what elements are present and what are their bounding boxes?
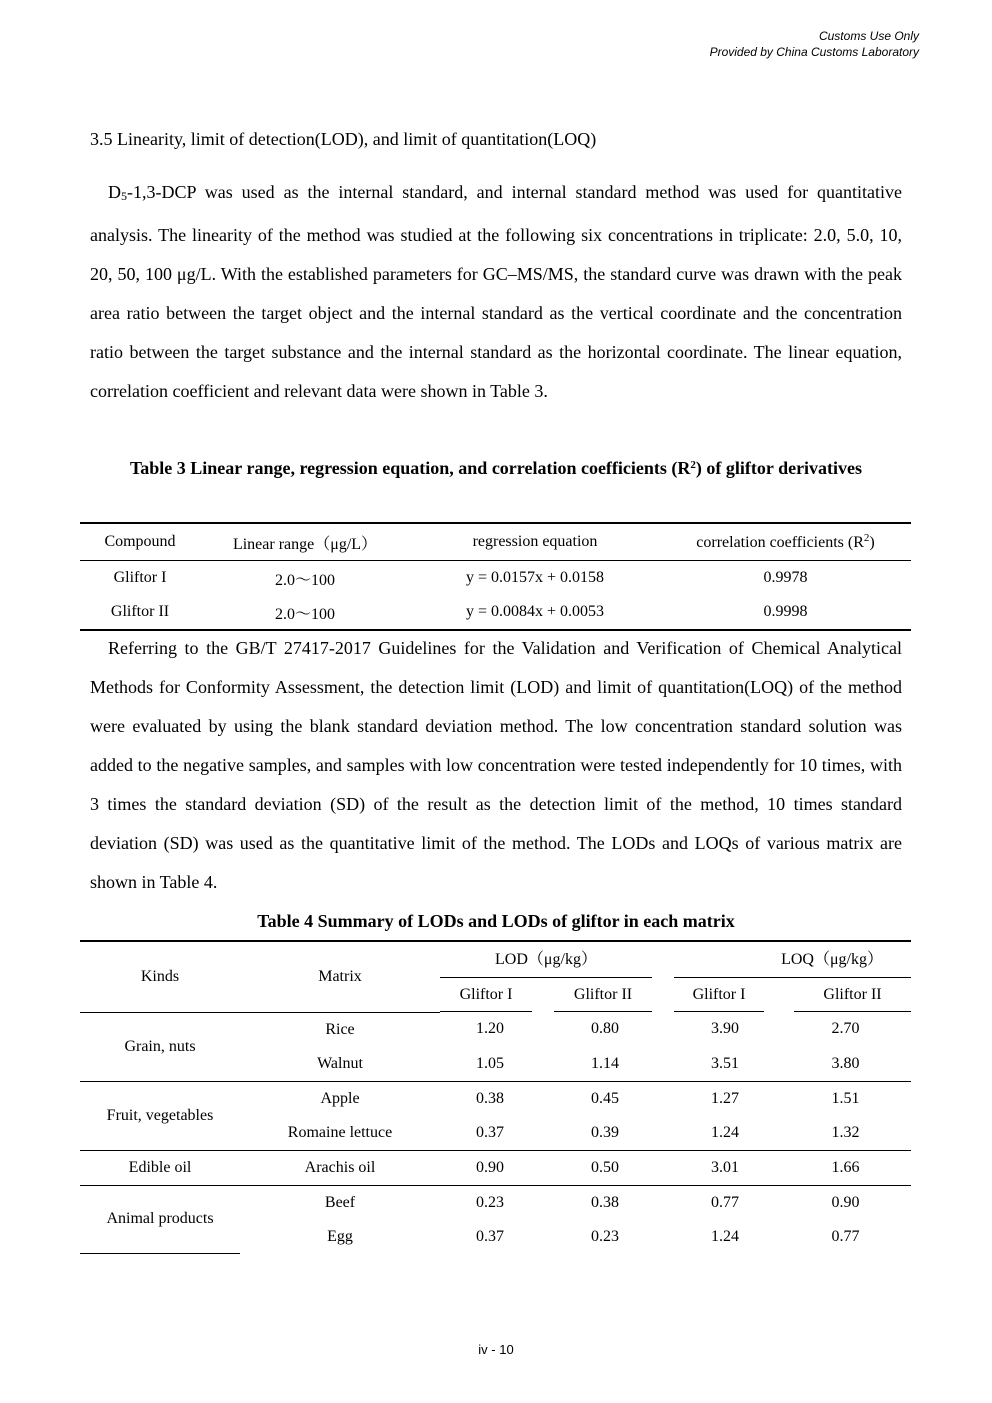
lod-g1-label: Gliftor I xyxy=(440,978,532,1012)
cell-lod1: 0.38 xyxy=(476,1089,504,1107)
cell-matrix: Rice xyxy=(325,1020,355,1038)
cell-lod2: 0.39 xyxy=(591,1123,619,1141)
cell-lod2: 0.38 xyxy=(591,1193,619,1211)
table-row xyxy=(80,1012,911,1047)
header-sup: 2 xyxy=(863,532,870,544)
cell-matrix: Apple xyxy=(320,1089,360,1107)
cell-loq2: 1.66 xyxy=(831,1158,860,1176)
col-loq xyxy=(670,941,911,978)
lod-label: LOD（μg/kg） xyxy=(440,943,652,978)
cell-lod1: 0.23 xyxy=(476,1193,504,1211)
header-part: ) xyxy=(869,534,875,551)
cell-lod1: 0.37 xyxy=(476,1123,504,1141)
cell-kind: Fruit, vegetables xyxy=(80,1081,240,1150)
cell-lod2: 1.14 xyxy=(591,1054,619,1072)
cell-compound: Gliftor II xyxy=(110,603,170,620)
page-header xyxy=(710,28,919,60)
paragraph-text: Referring to the GB/T 27417-2017 Guidelines for the Validation and Verification of Chemical Analytical Methods for Conformity Assessment, the detection limit (LOD) and limit of quantitation(LOQ) of the method were evaluated by using the blank standard deviation method. The low concentration standard solution was added to the negative samples, and samples with low concentration were tested independently for 10 times, with 3 times the standard deviation (SD) of the result as the detection limit of the method, 10 times standard deviation (SD) was used as the quantitative limit of the method. The LODs and LOQs of various matrix are shown in Table 4. xyxy=(90,638,902,892)
cell-lod1: 1.05 xyxy=(476,1054,504,1072)
cell-loq1: 1.24 xyxy=(711,1227,739,1245)
col-kinds: Kinds xyxy=(80,941,240,1012)
col-lod xyxy=(440,941,670,978)
caption-part: ) of gliftor derivatives xyxy=(695,458,863,478)
table4 xyxy=(80,940,911,1254)
col-equation: regression equation xyxy=(410,523,660,561)
cell-loq2: 3.80 xyxy=(831,1054,860,1072)
cell-matrix: Egg xyxy=(327,1227,353,1245)
cell-kind: Edible oil xyxy=(128,1158,192,1176)
cell-loq1: 1.27 xyxy=(711,1089,739,1107)
cell-lod1: 0.37 xyxy=(476,1227,504,1245)
col-lod-g2 xyxy=(540,978,670,1012)
cell-loq2: 1.51 xyxy=(831,1089,860,1107)
cell-lod2: 0.45 xyxy=(591,1089,619,1107)
table-row xyxy=(80,1081,911,1116)
d-subscript: 5 xyxy=(121,189,127,203)
cell-loq2: 0.90 xyxy=(831,1193,860,1211)
header-line-2: Provided by China Customs Laboratory xyxy=(709,45,919,59)
cell-equation: y = 0.0157x + 0.0158 xyxy=(465,569,605,586)
table-row xyxy=(80,1185,911,1220)
loq-g1-label: Gliftor I xyxy=(674,978,764,1012)
table3 xyxy=(80,522,911,631)
cell-matrix: Romaine lettuce xyxy=(287,1123,393,1141)
table-row xyxy=(80,561,911,596)
col-loq-g1 xyxy=(670,978,780,1012)
cell-matrix: Beef xyxy=(324,1193,356,1211)
cell-r2: 0.9998 xyxy=(763,603,808,620)
d-prefix: D xyxy=(108,182,121,202)
col-loq-g2 xyxy=(780,978,911,1012)
cell-loq1: 0.77 xyxy=(711,1193,739,1211)
col-range: Linear range（μg/L） xyxy=(200,523,410,561)
cell-lod2: 0.80 xyxy=(591,1020,619,1038)
paragraph-lod-loq xyxy=(90,629,902,902)
table-row xyxy=(80,595,911,630)
cell-range: 2.0～100 xyxy=(274,605,335,623)
cell-lod1: 1.20 xyxy=(476,1020,504,1038)
table4-caption: Table 4 Summary of LODs and LODs of gliftor in each matrix xyxy=(257,911,735,931)
cell-range: 2.0～100 xyxy=(274,571,335,589)
col-r2 xyxy=(660,523,911,561)
cell-lod2: 0.50 xyxy=(591,1158,619,1176)
col-matrix: Matrix xyxy=(240,941,440,1012)
cell-loq1: 3.51 xyxy=(711,1054,739,1072)
cell-loq1: 1.24 xyxy=(711,1123,739,1141)
paragraph-linearity xyxy=(90,173,902,411)
cell-loq2: 2.70 xyxy=(831,1020,860,1038)
header-part: correlation coefficients (R xyxy=(696,534,864,551)
page-number: iv - 10 xyxy=(478,1342,514,1357)
col-compound: Compound xyxy=(80,523,200,561)
cell-loq2: 1.32 xyxy=(831,1123,860,1141)
cell-compound: Gliftor I xyxy=(113,569,167,586)
caption-sup: 2 xyxy=(690,459,696,471)
section-title: 3.5 Linearity, limit of detection(LOD), and limit of quantitation(LOQ) xyxy=(90,129,597,149)
header-line-1: Customs Use Only xyxy=(818,29,919,43)
cell-loq1: 3.01 xyxy=(711,1158,739,1176)
table3-caption xyxy=(80,446,912,488)
loq-label: LOQ（μg/kg） xyxy=(674,943,911,978)
cell-loq1: 3.90 xyxy=(711,1020,739,1038)
table3-header-row xyxy=(80,523,911,561)
lod-g2-label: Gliftor II xyxy=(554,978,652,1012)
cell-matrix: Walnut xyxy=(317,1054,363,1072)
cell-kind: Grain, nuts xyxy=(80,1012,240,1081)
loq-g2-label: Gliftor II xyxy=(794,978,911,1012)
cell-loq2: 0.77 xyxy=(831,1227,860,1245)
cell-lod1: 0.90 xyxy=(476,1158,504,1176)
col-lod-g1 xyxy=(440,978,540,1012)
cell-equation: y = 0.0084x + 0.0053 xyxy=(465,603,605,620)
paragraph-text: -1,3-DCP was used as the internal standard, and internal standard method was used for quantitative analysis. The linearity of the method was studied at the following six concentrations in triplicate: 2.0, 5.0, 10, 20, 50, 100 μg/L. With the established parameters for GC–MS/MS, the standard curve was drawn with the peak area ratio between the target object and the internal standard as the vertical coordinate and the concentration ratio between the target substance and the internal standard as the horizontal coordinate. The linear equation, correlation coefficient and relevant data were shown in Table 3. xyxy=(90,182,902,401)
cell-lod2: 0.23 xyxy=(591,1227,619,1245)
cell-kind: Animal products xyxy=(80,1185,240,1254)
cell-r2: 0.9978 xyxy=(763,569,808,586)
cell-matrix: Arachis oil xyxy=(304,1158,376,1176)
table-row xyxy=(80,1150,911,1185)
caption-part: Table 3 Linear range, regression equation, and correlation coefficients (R xyxy=(129,458,691,478)
table4-header-row-1 xyxy=(80,941,911,978)
